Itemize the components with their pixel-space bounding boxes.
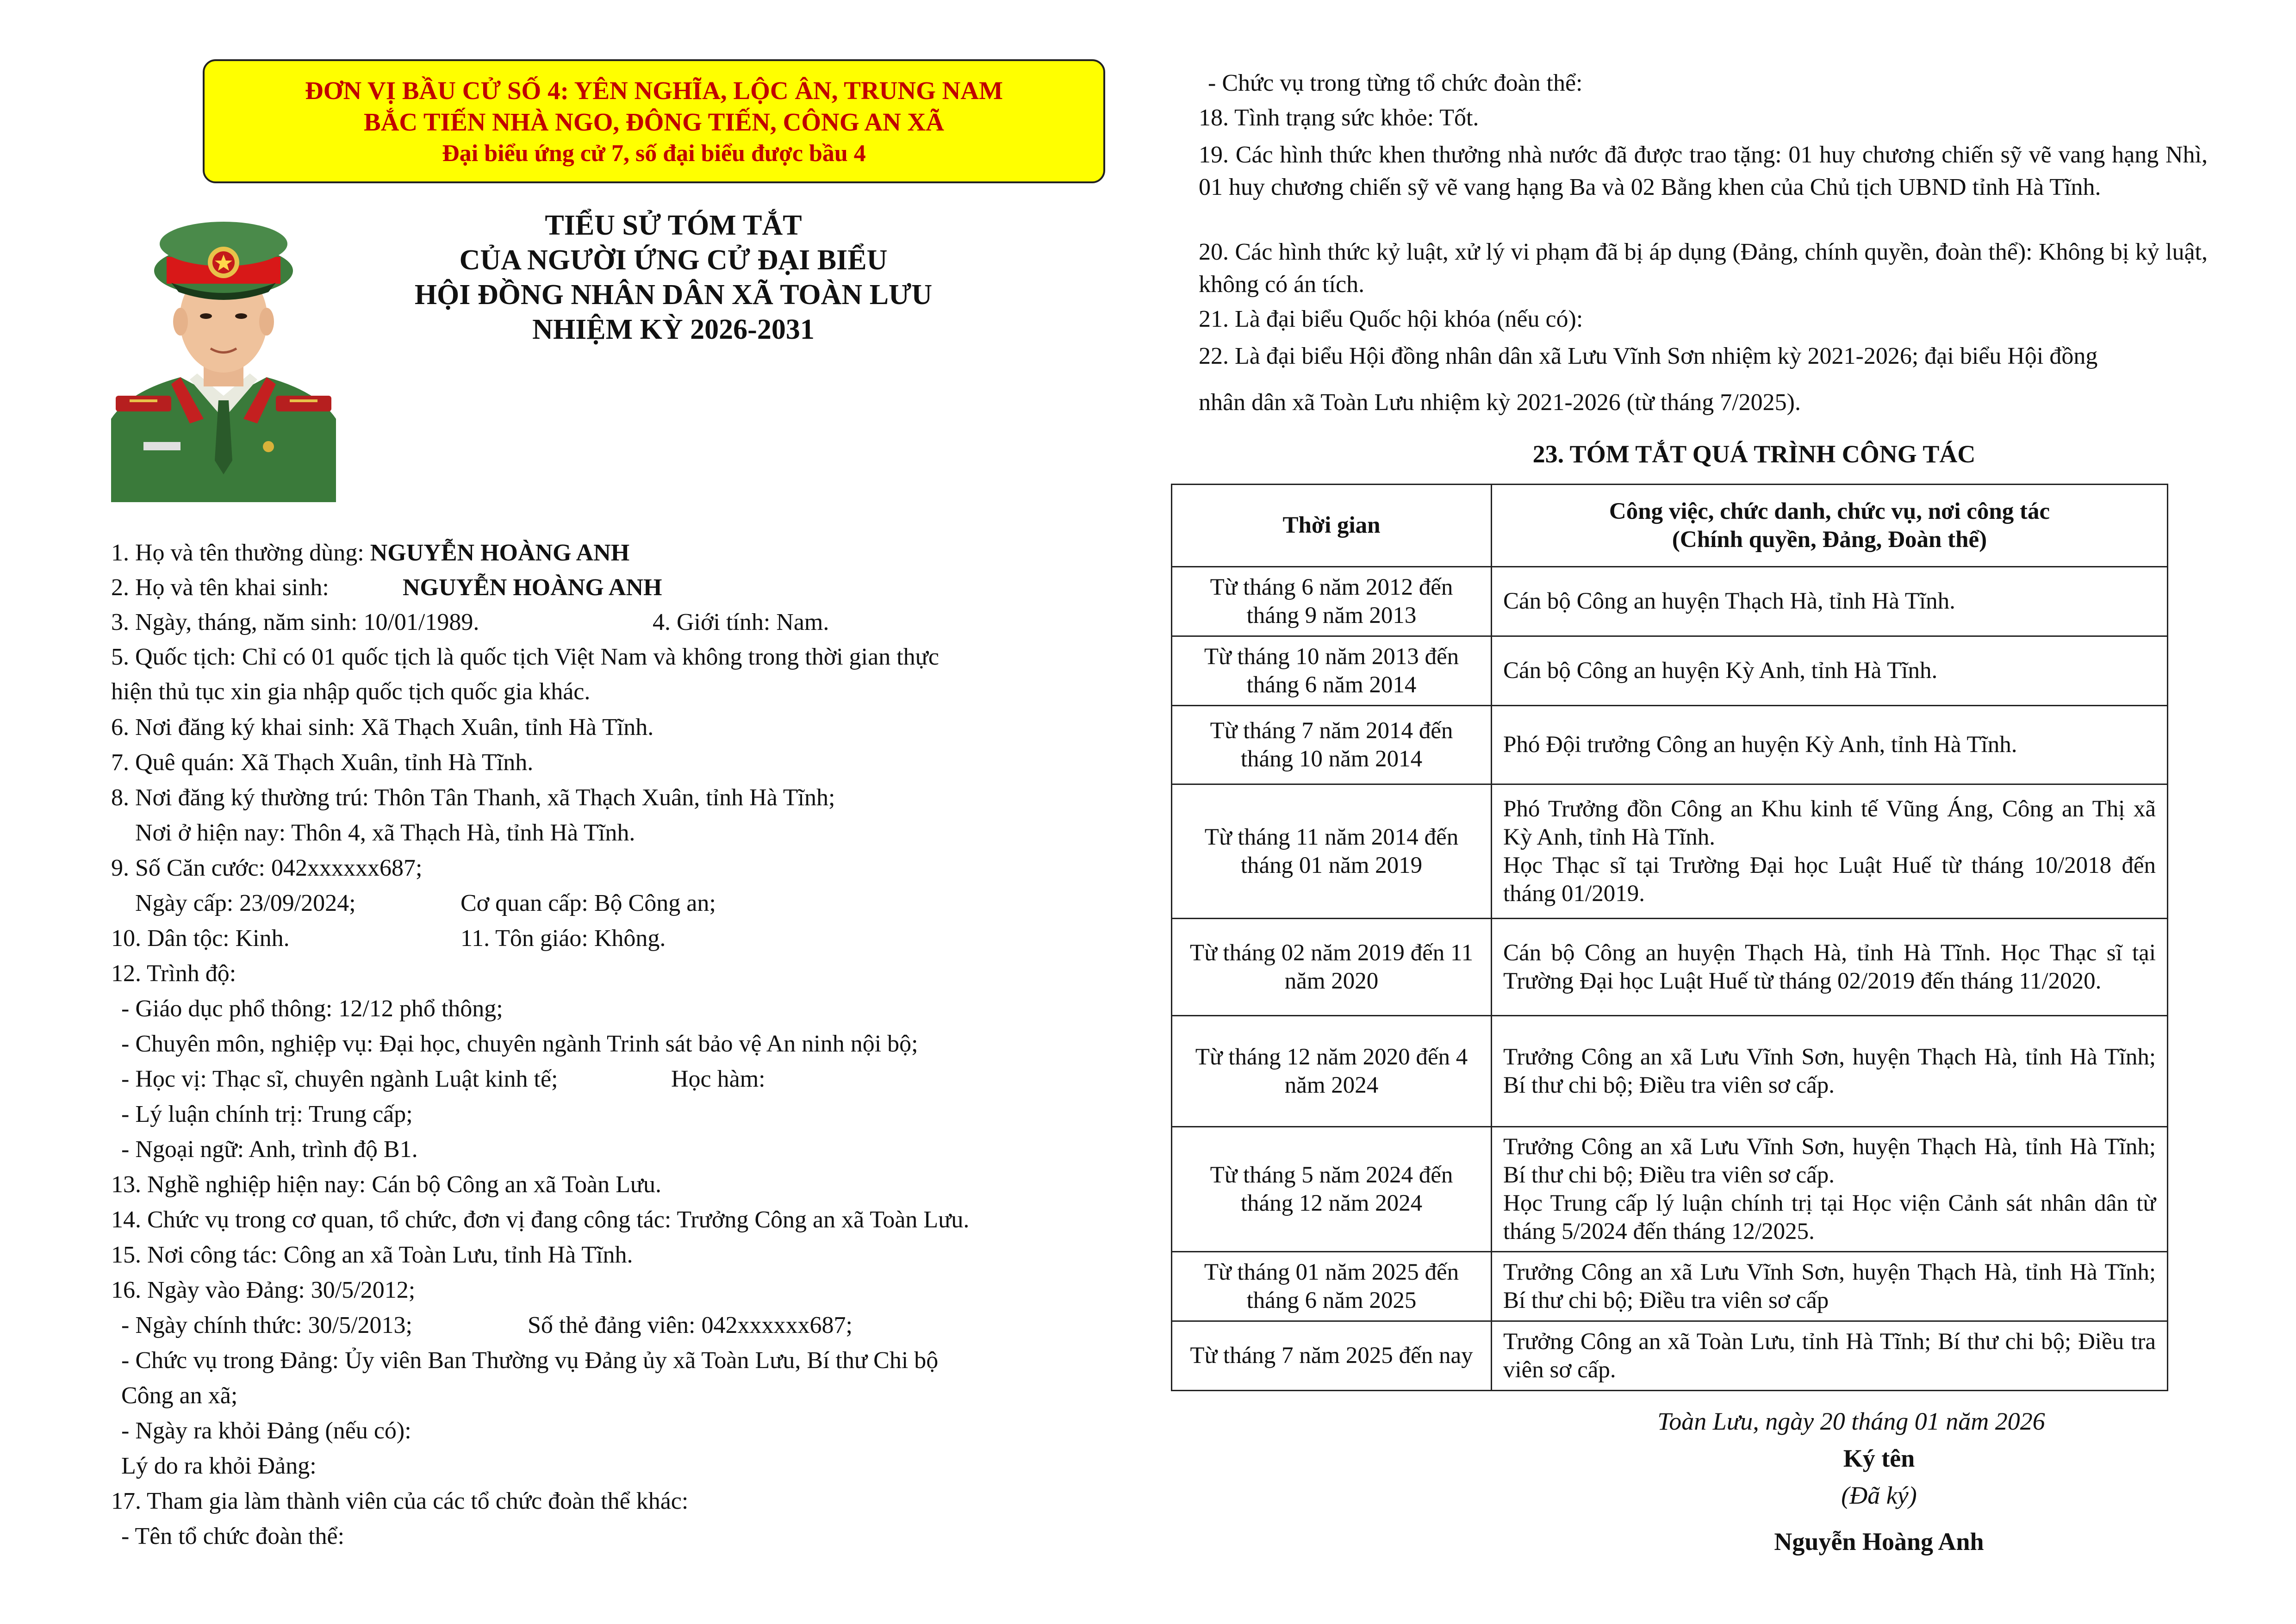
title-line-2: CỦA NGƯỜI ỨNG CỬ ĐẠI BIỂU bbox=[459, 244, 888, 276]
bio-item-12b: - Chuyên môn, nghiệp vụ: Đại học, chuyên ngành Trinh sát bảo vệ An ninh nội bộ; bbox=[121, 1031, 918, 1057]
bio-item-16c: - Ngày ra khỏi Đảng (nếu có): bbox=[121, 1418, 411, 1444]
document-title bbox=[352, 208, 995, 347]
table-row bbox=[1172, 1252, 2168, 1321]
bio-item-2-label: 2. Họ và tên khai sinh: bbox=[111, 574, 329, 601]
header-line-1: ĐƠN VỊ BẦU CỬ SỐ 4: YÊN NGHĨA, LỘC ÂN, TRUNG NAM bbox=[305, 76, 1003, 105]
title-line-4: NHIỆM KỲ 2026-2031 bbox=[532, 314, 815, 345]
row-job: Phó Đội trưởng Công an huyện Kỳ Anh, tỉnh Hà Tĩnh. bbox=[1492, 706, 2168, 784]
row-job: Trưởng Công an xã Lưu Vĩnh Sơn, huyện Thạch Hà, tỉnh Hà Tĩnh; Bí thư chi bộ; Điều tra viên sơ cấp bbox=[1492, 1252, 2168, 1321]
table-row bbox=[1172, 784, 2168, 919]
bio-item-8b: Nơi ở hiện nay: Thôn 4, xã Thạch Hà, tỉnh Hà Tĩnh. bbox=[135, 820, 635, 846]
bio-item-10: 10. Dân tộc: Kinh. bbox=[111, 925, 290, 952]
bio-item-11: 11. Tôn giáo: Không. bbox=[460, 925, 666, 952]
row-job bbox=[1492, 1127, 2168, 1252]
bio-item-3: 3. Ngày, tháng, năm sinh: 10/01/1989. bbox=[111, 609, 479, 635]
row-time: Từ tháng 5 năm 2024 đến tháng 12 năm 2024 bbox=[1172, 1127, 1492, 1252]
row-job: Trưởng Công an xã Lưu Vĩnh Sơn, huyện Thạch Hà, tỉnh Hà Tĩnh; Bí thư chi bộ; Điều tra viên sơ cấp. bbox=[1492, 1016, 2168, 1127]
bio-item-7: 7. Quê quán: Xã Thạch Xuân, tỉnh Hà Tĩnh. bbox=[111, 749, 534, 776]
row-job-line-1: Phó Trưởng đồn Công an Khu kinh tế Vũng Áng, Công an Thị xã Kỳ Anh, tỉnh Hà Tĩnh. bbox=[1503, 796, 2156, 850]
bio-item-1 bbox=[111, 539, 629, 567]
sign-label: Ký tên bbox=[1843, 1444, 1915, 1472]
header-job-line-2: (Chính quyền, Đảng, Đoàn thể) bbox=[1672, 526, 1987, 553]
bio-item-12e: - Ngoại ngữ: Anh, trình độ B1. bbox=[121, 1136, 418, 1163]
row-time: Từ tháng 12 năm 2020 đến 4 năm 2024 bbox=[1172, 1016, 1492, 1127]
bio-item-14: 14. Chức vụ trong cơ quan, tổ chức, đơn vị đang công tác: Trưởng Công an xã Toàn Lưu. bbox=[111, 1207, 970, 1233]
bio-item-16a: - Ngày chính thức: 30/5/2013; bbox=[121, 1312, 412, 1338]
table-row bbox=[1172, 1321, 2168, 1391]
bio-item-5a: 5. Quốc tịch: Chỉ có 01 quốc tịch là quốc tịch Việt Nam và không trong thời gian thực bbox=[111, 644, 939, 670]
bio-item-16b: - Chức vụ trong Đảng: Ủy viên Ban Thường vụ Đảng ủy xã Toàn Lưu, Bí thư Chi bộ bbox=[121, 1347, 939, 1374]
bio-item-9b: Ngày cấp: 23/09/2024; bbox=[135, 890, 356, 916]
row-job: Trưởng Công an xã Toàn Lưu, tỉnh Hà Tĩnh; Bí thư chi bộ; Điều tra viên sơ cấp. bbox=[1492, 1321, 2168, 1391]
row-time: Từ tháng 7 năm 2014 đến tháng 10 năm 2014 bbox=[1172, 706, 1492, 784]
bio-item-4: 4. Giới tính: Nam. bbox=[653, 609, 829, 635]
row-time: Từ tháng 02 năm 2019 đến 11 năm 2020 bbox=[1172, 919, 1492, 1016]
bio-item-5b: hiện thủ tục xin gia nhập quốc tịch quốc gia khác. bbox=[111, 678, 591, 705]
bio-item-22a: 22. Là đại biểu Hội đồng nhân dân xã Lưu Vĩnh Sơn nhiệm kỳ 2021-2026; đại biểu Hội đồng bbox=[1199, 343, 2098, 369]
table-header-row bbox=[1172, 485, 2168, 567]
row-time: Từ tháng 11 năm 2014 đến tháng 01 năm 2019 bbox=[1172, 784, 1492, 919]
row-time: Từ tháng 6 năm 2012 đến tháng 9 năm 2013 bbox=[1172, 567, 1492, 636]
row-job-line-2: Học Thạc sĩ tại Trường Đại học Luật Huế từ tháng 10/2018 đến tháng 01/2019. bbox=[1503, 852, 2156, 907]
bio-item-12: 12. Trình độ: bbox=[111, 960, 236, 987]
bio-item-12c-rank: Học hàm: bbox=[671, 1066, 765, 1092]
bio-item-12a: - Giáo dục phổ thông: 12/12 phổ thông; bbox=[121, 996, 503, 1022]
place-date: Toàn Lưu, ngày 20 tháng 01 năm 2026 bbox=[1657, 1407, 2045, 1435]
work-history-table bbox=[1171, 484, 2168, 1391]
header-line-2: BẮC TIẾN NHÀ NGO, ĐÔNG TIẾN, CÔNG AN XÃ bbox=[364, 108, 944, 136]
bio-item-1-label: 1. Họ và tên thường dùng: bbox=[111, 540, 370, 566]
signer-name: Nguyễn Hoàng Anh bbox=[1774, 1528, 1984, 1556]
bio-item-18: 18. Tình trạng sức khỏe: Tốt. bbox=[1199, 105, 1479, 131]
table-row bbox=[1172, 1016, 2168, 1127]
bio-item-9c: Cơ quan cấp: Bộ Công an; bbox=[460, 890, 716, 916]
bio-common-name: NGUYỄN HOÀNG ANH bbox=[370, 540, 630, 566]
title-line-3: HỘI ĐỒNG NHÂN DÂN XÃ TOÀN LƯU bbox=[414, 279, 933, 311]
bio-item-20: 20. Các hình thức kỷ luật, xử lý vi phạm đã bị áp dụng (Đảng, chính quyền, đoàn thể): Không bị kỷ luật, không có án tích. bbox=[1199, 239, 2208, 298]
constituency-header bbox=[203, 59, 1105, 183]
row-job: Cán bộ Công an huyện Kỳ Anh, tỉnh Hà Tĩnh. bbox=[1492, 636, 2168, 706]
row-job bbox=[1492, 784, 2168, 919]
table-row bbox=[1172, 567, 2168, 636]
signed-note: (Đã ký) bbox=[1841, 1481, 1917, 1509]
bio-item-17b: - Chức vụ trong từng tổ chức đoàn thể: bbox=[1208, 70, 1583, 96]
bio-item-16d: Lý do ra khỏi Đảng: bbox=[121, 1453, 317, 1479]
bio-item-6: 6. Nơi đăng ký khai sinh: Xã Thạch Xuân, tỉnh Hà Tĩnh. bbox=[111, 714, 654, 740]
bio-item-21: 21. Là đại biểu Quốc hội khóa (nếu có): bbox=[1199, 306, 1583, 332]
row-time: Từ tháng 7 năm 2025 đến nay bbox=[1172, 1321, 1492, 1391]
bio-item-9a: 9. Số Căn cước: 042xxxxxx687; bbox=[111, 855, 423, 881]
row-time: Từ tháng 01 năm 2025 đến tháng 6 năm 2025 bbox=[1172, 1252, 1492, 1321]
work-history-title: 23. TÓM TẮT QUÁ TRÌNH CÔNG TÁC bbox=[1532, 440, 1976, 468]
table-row bbox=[1172, 636, 2168, 706]
header-time: Thời gian bbox=[1172, 485, 1492, 567]
bio-item-8a: 8. Nơi đăng ký thường trú: Thôn Tân Thanh, xã Thạch Xuân, tỉnh Hà Tĩnh; bbox=[111, 784, 835, 811]
bio-item-17: 17. Tham gia làm thành viên của các tổ chức đoàn thể khác: bbox=[111, 1488, 689, 1514]
bio-birth-name: NGUYỄN HOÀNG ANH bbox=[403, 574, 662, 601]
bio-item-17a: - Tên tổ chức đoàn thể: bbox=[121, 1523, 345, 1549]
title-line-1: TIỂU SỬ TÓM TẮT bbox=[545, 210, 802, 241]
row-job: Cán bộ Công an huyện Thạch Hà, tỉnh Hà Tĩnh. bbox=[1492, 567, 2168, 636]
row-job-line-2: Học Trung cấp lý luận chính trị tại Học viện Cảnh sát nhân dân từ tháng 5/2024 đến tháng 12/2025. bbox=[1503, 1190, 2156, 1244]
bio-item-16: 16. Ngày vào Đảng: 30/5/2012; bbox=[111, 1277, 416, 1303]
table-row bbox=[1172, 1127, 2168, 1252]
row-job-line-1: Trưởng Công an xã Lưu Vĩnh Sơn, huyện Thạch Hà, tỉnh Hà Tĩnh; Bí thư chi bộ; Điều tra viên sơ cấp. bbox=[1503, 1133, 2156, 1188]
bio-item-12d: - Lý luận chính trị: Trung cấp; bbox=[121, 1101, 413, 1127]
bio-item-22b: nhân dân xã Toàn Lưu nhiệm kỳ 2021-2026 (từ tháng 7/2025). bbox=[1199, 389, 1801, 416]
bio-item-13: 13. Nghề nghiệp hiện nay: Cán bộ Công an xã Toàn Lưu. bbox=[111, 1171, 662, 1198]
header-job bbox=[1492, 485, 2168, 567]
bio-item-16a-card: Số thẻ đảng viên: 042xxxxxx687; bbox=[528, 1312, 852, 1338]
table-row bbox=[1172, 919, 2168, 1016]
header-job-line-1: Công việc, chức danh, chức vụ, nơi công tác bbox=[1609, 498, 2050, 524]
table-row bbox=[1172, 706, 2168, 784]
bio-item-12c: - Học vị: Thạc sĩ, chuyên ngành Luật kinh tế; bbox=[121, 1066, 558, 1092]
header-line-3: Đại biểu ứng cử 7, số đại biểu được bầu 4 bbox=[442, 140, 866, 167]
bio-item-15: 15. Nơi công tác: Công an xã Toàn Lưu, tỉnh Hà Tĩnh. bbox=[111, 1242, 633, 1268]
bio-item-19: 19. Các hình thức khen thưởng nhà nước đã được trao tặng: 01 huy chương chiến sỹ vẽ vang hạng Nhì, 01 huy chương chiến sỹ vẽ vang hạng Ba và 02 Bằng khen của Chủ tịch UBND tỉnh Hà Tĩnh. bbox=[1199, 142, 2208, 200]
candidate-photo bbox=[111, 201, 336, 502]
row-job: Cán bộ Công an huyện Thạch Hà, tỉnh Hà Tĩnh. Học Thạc sĩ tại Trường Đại học Luật Huế từ tháng 02/2019 đến tháng 11/2020. bbox=[1492, 919, 2168, 1016]
row-time: Từ tháng 10 năm 2013 đến tháng 6 năm 2014 bbox=[1172, 636, 1492, 706]
bio-item-16b-cont: Công an xã; bbox=[121, 1382, 238, 1409]
